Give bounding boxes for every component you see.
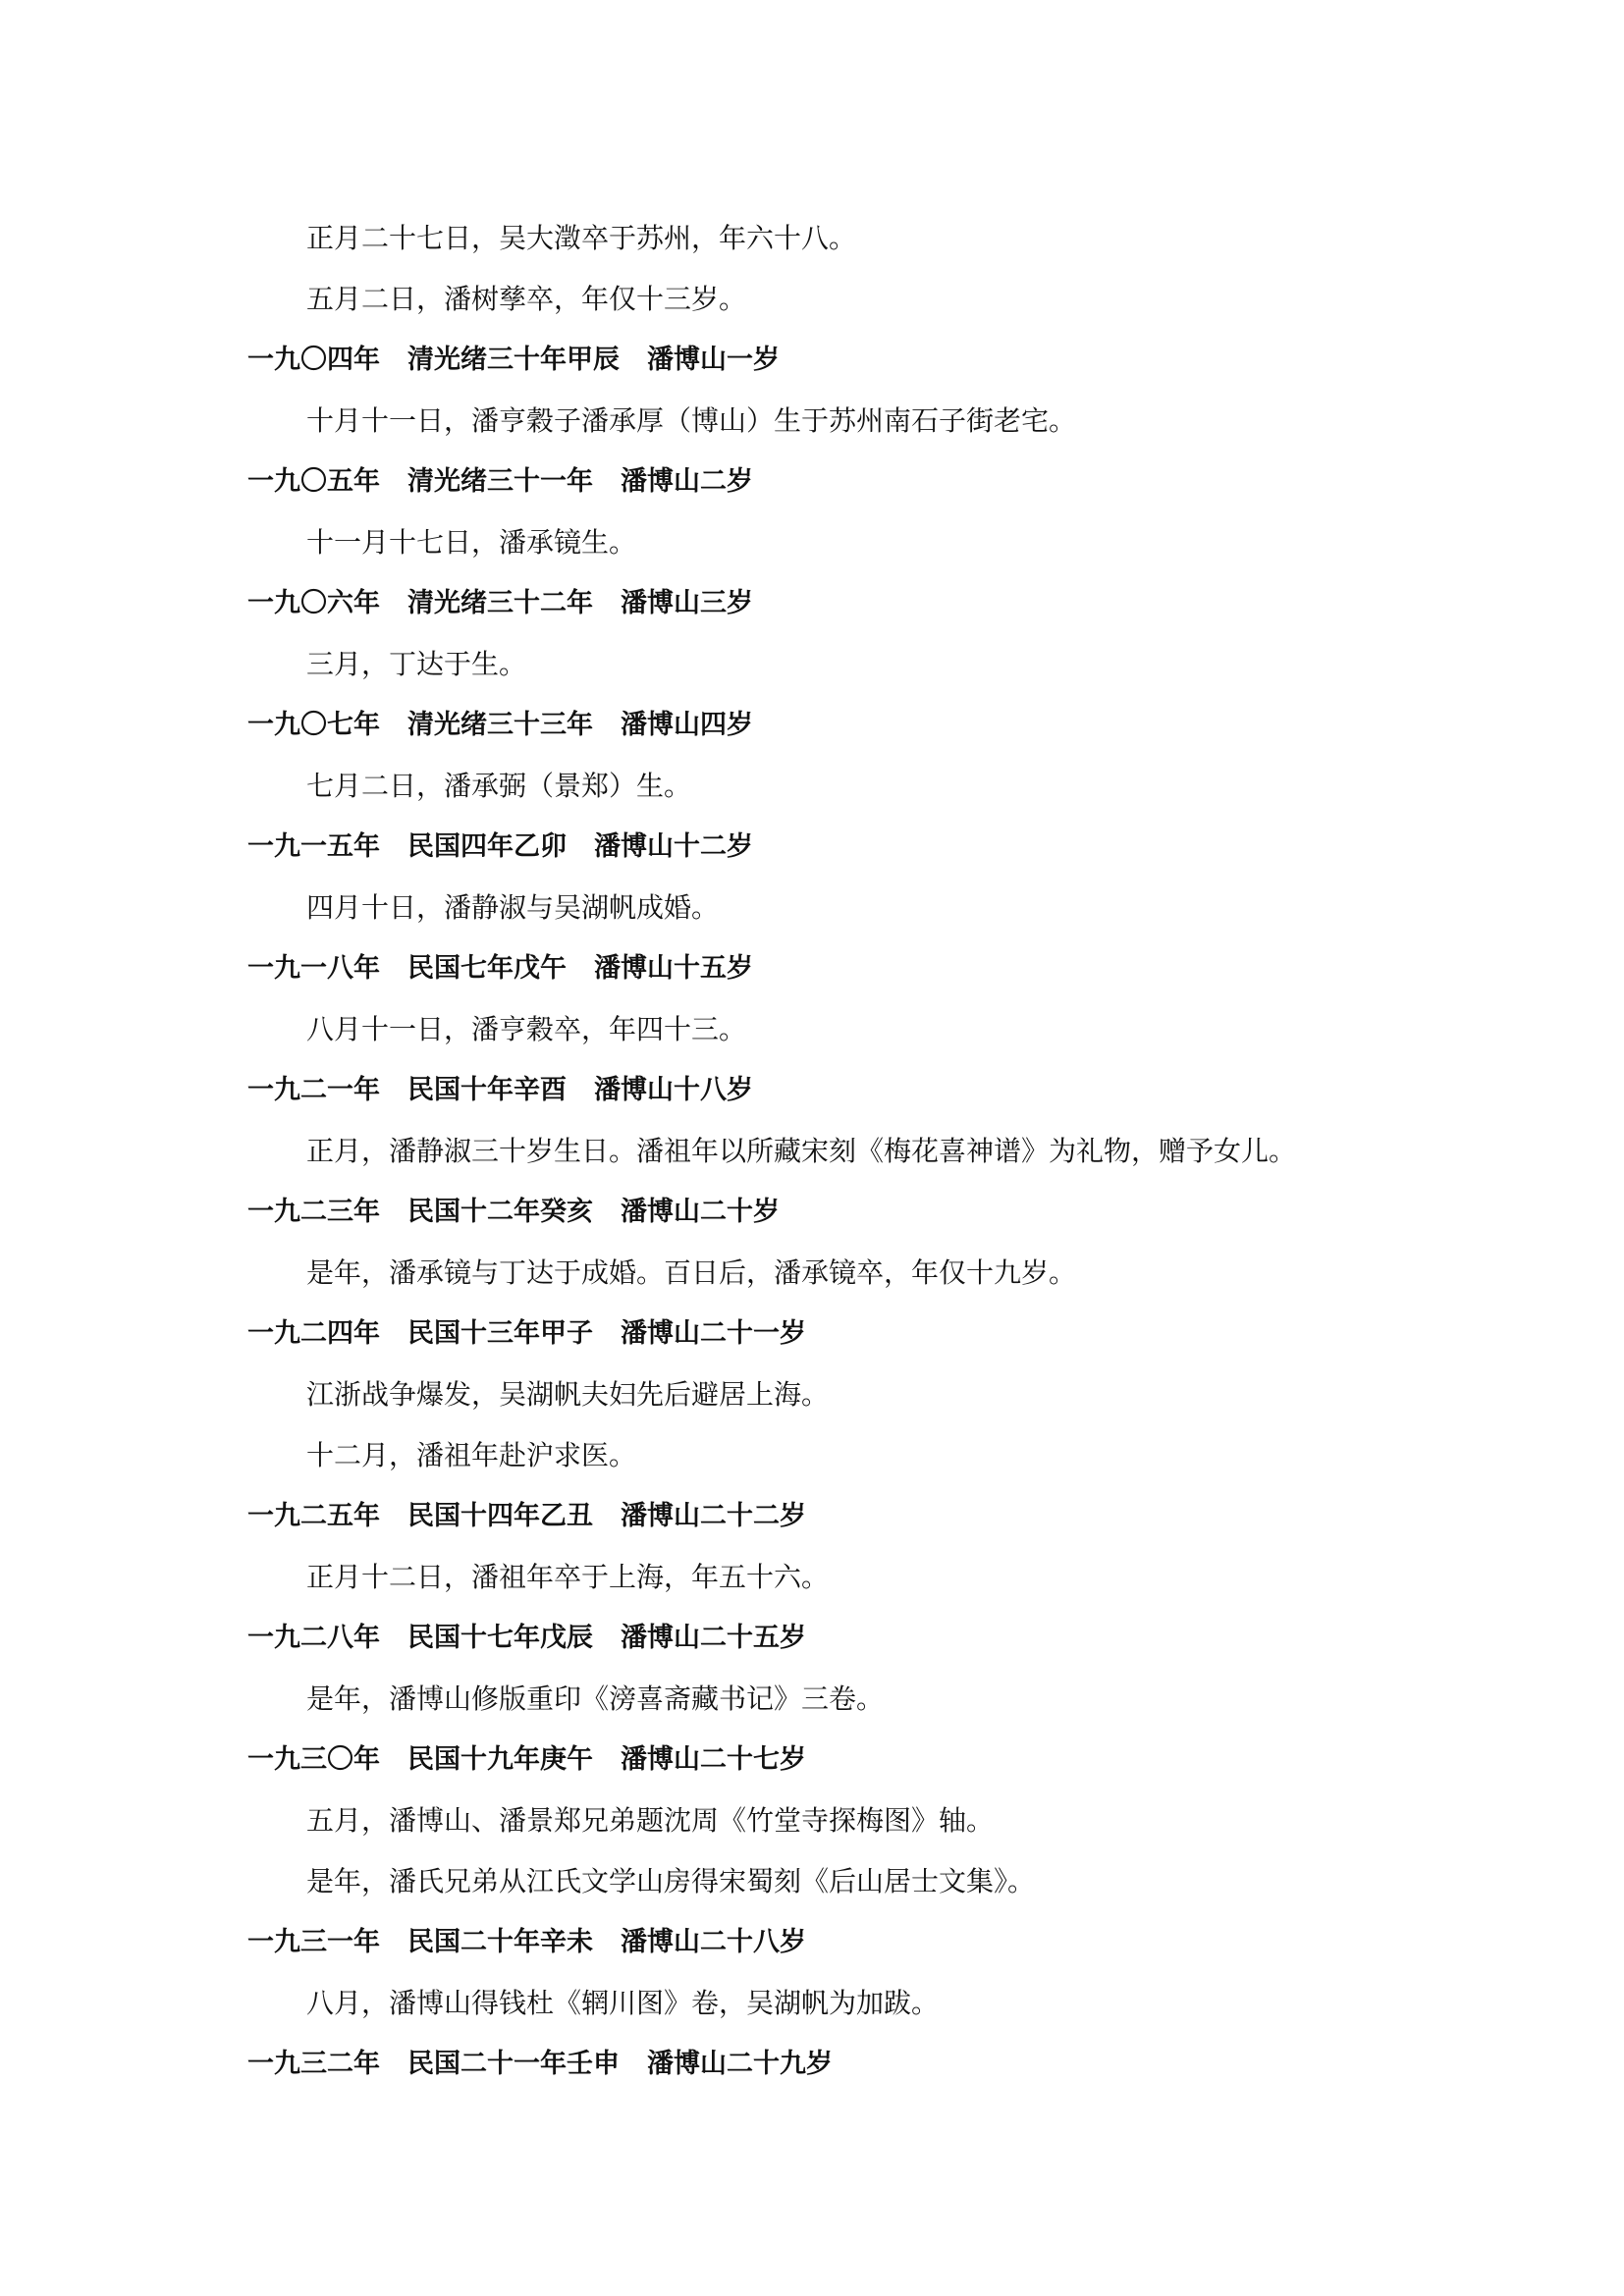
heading-year: 一九二五年 <box>247 1501 380 1531</box>
chronology-text <box>247 208 1426 2095</box>
heading-age: 潘博山二十一岁 <box>621 1318 806 1349</box>
entry-paragraph: 五月，潘博山、潘景郑兄弟题沈周《竹堂寺探梅图》轴。 <box>306 1804 995 1837</box>
heading-era: 民国十七年戊辰 <box>407 1623 593 1653</box>
heading-year: 一九三〇年 <box>247 1744 380 1775</box>
heading-year: 一九三一年 <box>247 1927 380 1957</box>
heading-era: 民国十九年庚午 <box>407 1744 593 1775</box>
heading-year: 一九二八年 <box>247 1623 380 1653</box>
year-heading <box>247 1486 1426 1547</box>
entry-paragraph: 十二月，潘祖年赴沪求医。 <box>306 1439 637 1471</box>
heading-era: 民国十三年甲子 <box>407 1318 593 1349</box>
entry-paragraph: 是年，潘承镜与丁达于成婚。百日后，潘承镜卒，年仅十九岁。 <box>306 1256 1077 1289</box>
heading-year: 一九二四年 <box>247 1318 380 1349</box>
year-heading <box>247 330 1426 391</box>
heading-year: 一九二三年 <box>247 1197 380 1227</box>
heading-year: 一九〇五年 <box>247 466 380 497</box>
year-heading <box>247 1608 1426 1669</box>
year-heading <box>247 573 1426 634</box>
heading-age: 潘博山十八岁 <box>594 1075 753 1105</box>
year-heading <box>247 1730 1426 1790</box>
entry-paragraph: 正月二十七日，吴大澂卒于苏州，年六十八。 <box>306 222 857 254</box>
heading-age: 潘博山十二岁 <box>594 831 753 862</box>
entry-paragraph: 四月十日，潘静淑与吴湖帆成婚。 <box>306 891 720 924</box>
heading-year: 一九一五年 <box>247 831 380 862</box>
heading-age: 潘博山二十八岁 <box>621 1927 806 1957</box>
year-heading <box>247 1304 1426 1364</box>
entry-paragraph: 十一月十七日，潘承镜生。 <box>306 526 637 559</box>
year-heading <box>247 1182 1426 1243</box>
heading-age: 潘博山二十七岁 <box>621 1744 806 1775</box>
entry-paragraph: 正月十二日，潘祖年卒于上海，年五十六。 <box>306 1561 830 1593</box>
heading-age: 潘博山二十二岁 <box>621 1501 806 1531</box>
year-heading <box>247 2034 1426 2095</box>
heading-era: 清光绪三十三年 <box>407 710 593 740</box>
heading-age: 潘博山二岁 <box>621 466 753 497</box>
heading-era: 民国十二年癸亥 <box>407 1197 593 1227</box>
heading-era: 清光绪三十一年 <box>407 466 593 497</box>
heading-year: 一九〇六年 <box>247 588 380 618</box>
entry-paragraph: 是年，潘氏兄弟从江氏文学山房得宋蜀刻《后山居士文集》。 <box>306 1865 1036 1897</box>
heading-age: 潘博山十五岁 <box>594 953 753 984</box>
entry-paragraph: 正月，潘静淑三十岁生日。潘祖年以所藏宋刻《梅花喜神谱》为礼物，赠予女儿。 <box>306 1135 1297 1167</box>
heading-year: 一九二一年 <box>247 1075 380 1105</box>
heading-year: 一九〇四年 <box>247 345 380 375</box>
heading-era: 民国二十年辛未 <box>407 1927 593 1957</box>
entry-paragraph: 八月，潘博山得钱杜《辋川图》卷，吴湖帆为加跋。 <box>306 1987 940 2019</box>
heading-age: 潘博山二十九岁 <box>647 2049 833 2079</box>
entry-paragraph: 三月，丁达于生。 <box>306 648 527 680</box>
year-heading <box>247 1912 1426 1973</box>
entry-paragraph: 五月二日，潘树孳卒，年仅十三岁。 <box>306 283 747 315</box>
heading-age: 潘博山四岁 <box>621 710 753 740</box>
entry-paragraph: 七月二日，潘承弼（景郑）生。 <box>306 770 692 802</box>
year-heading <box>247 452 1426 512</box>
year-heading <box>247 1060 1426 1121</box>
heading-era: 民国十年辛酉 <box>407 1075 567 1105</box>
heading-year: 一九三二年 <box>247 2049 380 2079</box>
heading-year: 一九〇七年 <box>247 710 380 740</box>
heading-era: 民国二十一年壬申 <box>407 2049 620 2079</box>
entry-paragraph: 江浙战争爆发，吴湖帆夫妇先后避居上海。 <box>306 1378 830 1411</box>
heading-era: 民国四年乙卯 <box>407 831 567 862</box>
heading-era: 民国十四年乙丑 <box>407 1501 593 1531</box>
heading-era: 清光绪三十年甲辰 <box>407 345 620 375</box>
entry-paragraph: 十月十一日，潘亨穀子潘承厚（博山）生于苏州南石子街老宅。 <box>306 404 1077 437</box>
heading-era: 清光绪三十二年 <box>407 588 593 618</box>
year-heading <box>247 695 1426 756</box>
year-heading <box>247 817 1426 878</box>
entry-paragraph: 八月十一日，潘亨穀卒，年四十三。 <box>306 1013 747 1045</box>
heading-age: 潘博山一岁 <box>647 345 780 375</box>
heading-era: 民国七年戊午 <box>407 953 567 984</box>
year-heading <box>247 938 1426 999</box>
entry-paragraph: 是年，潘博山修版重印《滂喜斋藏书记》三卷。 <box>306 1682 885 1715</box>
heading-age: 潘博山二十五岁 <box>621 1623 806 1653</box>
heading-age: 潘博山三岁 <box>621 588 753 618</box>
heading-age: 潘博山二十岁 <box>621 1197 780 1227</box>
heading-year: 一九一八年 <box>247 953 380 984</box>
